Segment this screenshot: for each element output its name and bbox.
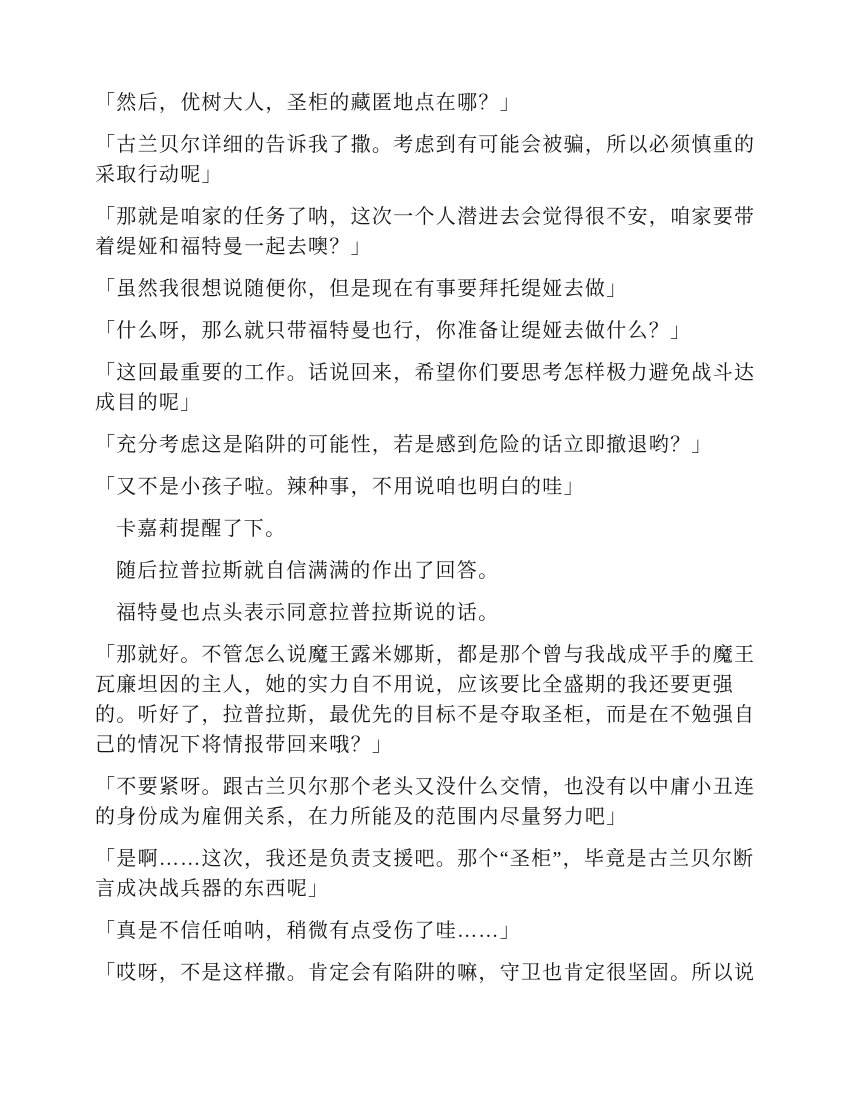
paragraph: 「那就是咱家的任务了呐，这次一个人潜进去会觉得很不安，咱家要带着缇娅和福特曼一起去噢？」 <box>95 206 756 258</box>
paragraph: 随后拉普拉斯就自信满满的作出了回答。 <box>116 560 500 582</box>
paragraph: 福特曼也点头表示同意拉普拉斯说的话。 <box>116 602 500 624</box>
paragraph: 「又不是小孩子啦。辣种事，不用说咱也明白的哇」 <box>95 476 585 498</box>
paragraph: 「哎呀，不是这样撒。肯定会有陷阱的嘛，守卫也肯定很坚固。所以说 <box>95 962 756 984</box>
paragraph: 「古兰贝尔详细的告诉我了撒。考虑到有可能会被骗，所以必须慎重的采取行动呢」 <box>95 134 756 186</box>
paragraph: 「然后，优树大人，圣柜的藏匿地点在哪？」 <box>95 92 521 114</box>
paragraph: 「这回最重要的工作。话说回来，希望你们要思考怎样极力避免战斗达成目的呢」 <box>95 362 756 414</box>
paragraph: 「真是不信任咱呐，稍微有点受伤了哇……」 <box>95 920 521 942</box>
paragraph: 「是啊……这次，我还是负责支援吧。那个“圣柜”，毕竟是古兰贝尔断言成决战兵器的东西呢」 <box>95 848 755 900</box>
paragraph: 「那就好。不管怎么说魔王露米娜斯，都是那个曾与我战成平手的魔王瓦廉坦因的主人，她的实力自不用说，应该要比全盛期的我还要更强的。听好了，拉普拉斯，最优先的目标不是夺取圣柜，而是在不勉强自己的情况下将情报带回来哦？」 <box>95 644 756 756</box>
paragraph: 卡嘉莉提醒了下。 <box>116 518 287 540</box>
text-block <box>95 88 756 988</box>
paragraph: 「充分考虑这是陷阱的可能性，若是感到危险的话立即撤退哟？」 <box>95 434 713 456</box>
paragraph: 「虽然我很想说随便你，但是现在有事要拜托缇娅去做」 <box>95 278 628 300</box>
paragraph: 「什么呀，那么就只带福特曼也行，你准备让缇娅去做什么？」 <box>95 320 692 342</box>
paragraph: 「不要紧呀。跟古兰贝尔那个老头又没什么交情，也没有以中庸小丑连的身份成为雇佣关系，在力所能及的范围内尽量努力吧」 <box>95 776 756 828</box>
